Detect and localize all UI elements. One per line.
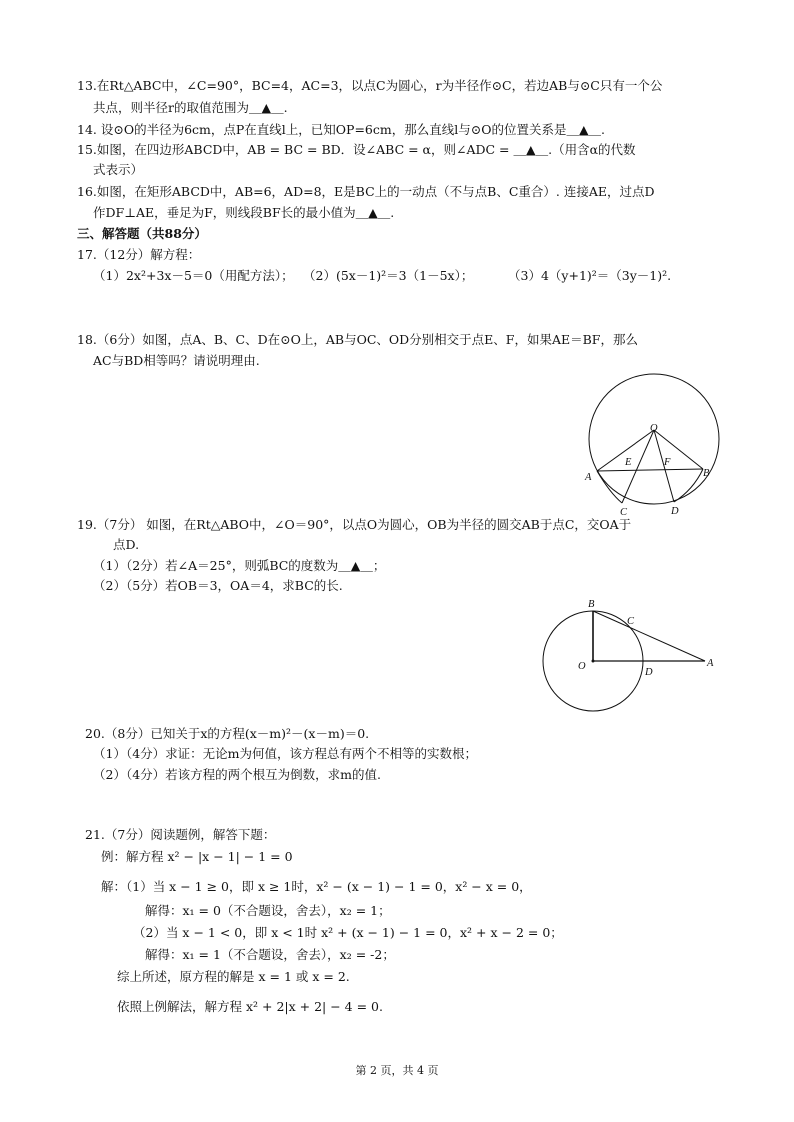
q15-line1: 15.如图，在四边形ABCD中，AB = BC = BD．设∠ABC = α，则∠ADC = ＿▲＿.（用含α的代数 bbox=[77, 142, 636, 157]
q19-label-c: C bbox=[627, 616, 635, 627]
q18-label-b: B bbox=[703, 468, 710, 479]
q19-label-a: A bbox=[707, 658, 714, 669]
q19-circle-figure bbox=[535, 594, 725, 724]
q18-label-a: A bbox=[585, 472, 592, 483]
q18-label-f: F bbox=[664, 457, 671, 468]
q16-line1: 16.如图，在矩形ABCD中，AB=6，AD=8，E是BC上的一动点（不与点B、C重合）. 连接AE，过点D bbox=[77, 184, 655, 199]
q18-line1: 18.（6分）如图，点A、B、C、D在⊙O上，AB与OC、OD分别相交于点E、F，如果AE＝BF，那么 bbox=[77, 332, 638, 347]
q21-sol1: 解：（1）当 x − 1 ≥ 0，即 x ≥ 1时，x² − (x − 1) − 1 = 0，x² − x = 0， bbox=[101, 879, 532, 894]
q19-label-d: D bbox=[645, 667, 653, 678]
q18-circle-figure bbox=[575, 368, 725, 518]
q21-example: 例：解方程 x² − |x − 1| − 1 = 0 bbox=[101, 849, 293, 864]
section-title: 三、解答题（共88分） bbox=[77, 226, 207, 241]
q18-label-o: O bbox=[650, 423, 658, 434]
q15-line2: 式表示） bbox=[93, 162, 144, 177]
q13-line1: 13.在Rt△ABC中，∠C=90°，BC=4，AC=3，以点C为圆心，r为半径作⊙C，若边AB与⊙C只有一个公 bbox=[77, 78, 663, 93]
q20-part1: （1）（4分）求证：无论m为何值，该方程总有两个不相等的实数根； bbox=[93, 746, 478, 761]
q19-label-o: O bbox=[578, 661, 586, 672]
q17-part1: （1）2x²+3x－5＝0（用配方法）； bbox=[93, 268, 294, 283]
q19-line2: 点D. bbox=[113, 537, 140, 552]
q21-sol2: （2）当 x − 1 < 0，即 x < 1时 x² + (x − 1) − 1 = 0，x² + x − 2 = 0； bbox=[133, 925, 563, 940]
q13-line2: 共点，则半径r的取值范围为＿▲＿. bbox=[93, 100, 288, 115]
q19-label-b: B bbox=[588, 599, 595, 610]
q18-label-e: E bbox=[625, 457, 632, 468]
q17-line1: 17.（12分）解方程： bbox=[77, 247, 201, 262]
q21-sol1b: 解得：x₁ = 0（不合题设，舍去），x₂ = 1； bbox=[145, 903, 391, 918]
q18-circle bbox=[589, 374, 719, 504]
q19-part1: （1）（2分）若∠A＝25°，则弧BC的度数为＿▲＿； bbox=[93, 558, 386, 573]
q16-line2: 作DF⊥AE，垂足为F，则线段BF长的最小值为＿▲＿. bbox=[93, 205, 395, 220]
q18-line2: AC与BD相等吗？请说明理由. bbox=[93, 353, 260, 368]
page-footer: 第 2 页，共 4 页 bbox=[355, 1064, 439, 1077]
q18-label-c: C bbox=[620, 507, 628, 518]
q14-line1: 14. 设⊙O的半径为6cm，点P在直线l上，已知OP=6cm，那么直线l与⊙O的位置关系是＿▲＿. bbox=[77, 122, 606, 137]
q21-line1: 21.（7分）阅读题例，解答下题： bbox=[85, 827, 276, 842]
q21-summary: 综上所述，原方程的解是 x = 1 或 x = 2. bbox=[117, 969, 350, 984]
q17-part2: （2）(5x－1)²＝3（1－5x）； bbox=[303, 268, 474, 283]
q21-sol2b: 解得：x₁ = 1（不合题设，舍去），x₂ = -2； bbox=[145, 947, 395, 962]
q20-part2: （2）（4分）若该方程的两个根互为倒数，求m的值. bbox=[93, 767, 381, 782]
q17-part3: （3）4（y+1)²＝（3y－1)². bbox=[508, 268, 672, 283]
q20-line1: 20.（8分）已知关于x的方程(x－m)²－(x－m)＝0. bbox=[85, 726, 370, 741]
q21-task: 依照上例解法，解方程 x² + 2|x + 2| − 4 = 0. bbox=[117, 999, 383, 1014]
q18-label-d: D bbox=[671, 506, 679, 517]
q19-part2: （2）（5分）若OB＝3，OA＝4，求BC的长. bbox=[93, 578, 343, 593]
q19-line1: 19.（7分） 如图，在Rt△ABO中，∠O＝90°，以点O为圆心，OB为半径的圆交AB于点C，交OA于 bbox=[77, 517, 632, 532]
